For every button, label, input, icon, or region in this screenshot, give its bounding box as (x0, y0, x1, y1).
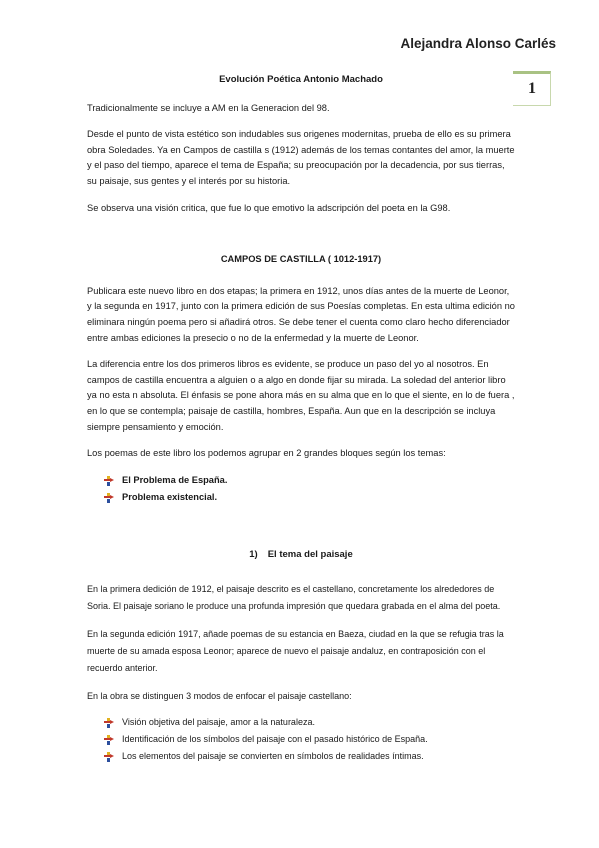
arrow-bullet-icon (104, 493, 114, 503)
list-item (104, 731, 515, 748)
list-item (104, 489, 515, 506)
author-name: Alejandra Alonso Carlés (400, 36, 556, 51)
paragraph-groups: Los poemas de este libro los podemos agrupar en 2 grandes bloques según los temas: (87, 448, 446, 459)
document-title: Evolución Poética Antonio Machado (219, 74, 383, 85)
mode-label: Identificación de los símbolos del paisaje con el pasado histórico de España. (122, 734, 428, 745)
subsection-number: 1) (249, 548, 258, 560)
list-item (104, 748, 515, 765)
theme-label: El Problema de España. (122, 474, 228, 485)
list-item (104, 472, 515, 489)
mode-label: Visión objetiva del paisaje, amor a la naturaleza. (122, 717, 315, 728)
page-number: 1 (528, 80, 536, 97)
list-item (104, 714, 515, 731)
paragraph-publication: Publicara este nuevo libro en dos etapas; la primera en 1912, unos días antes de la muerte de Leonor, y la segunda en 1917, junto con la primera edición de sus Poesías completas. En esta ultima edición no eliminara ningún poema pero si añadirá otros. Se debe tener el cuenta como claro hecho diferenciador entre ambas ediciones la presecio o no de la enfermedad y la muerte de Leonor. (87, 285, 515, 343)
paragraph-modes-intro: En la obra se distinguen 3 modos de enfocar el paisaje castellano: (87, 691, 352, 702)
arrow-bullet-icon (104, 752, 114, 762)
paragraph-intro: Tradicionalmente se incluye a AM en la Generacion del 98. (87, 102, 330, 113)
modes-list (87, 714, 515, 765)
paragraph-critical-vision: Se observa una visión critica, que fue lo que emotivo la adscripción del poeta en la G98. (87, 202, 451, 213)
subsection-title: El tema del paisaje (267, 548, 353, 560)
arrow-bullet-icon (104, 476, 114, 486)
paragraph-first-edition: En la primera dedición de 1912, el paisaje descrito es el castellano, concretamente los alrededores de Soria. El paisaje soriano le produce una profunda impresión que quedara grabada en el alma del poeta. (87, 584, 501, 612)
paragraph-second-edition: En la segunda edición 1917, añade poemas de su estancia en Baeza, ciudad en la que se refugia tras la muerte de su amada esposa Leonor; aparece de nuevo el paisaje andaluz, en contraposición con el recuerdo anterior. (87, 629, 504, 674)
paragraph-difference: La diferencia entre los dos primeros libros es evidente, se produce un paso del yo al nosotros. En campos de castilla encuentra a alguien o a algo en donde fijar su mirada. La soledad del anterior libro ya no esta n absoluta. El énfasis se pone ahora más en su alma que en lo que el siente, en lo de fuera , en lo que se contempla; paisaje de castilla, hombres, España. Aun que en la descripción se incluya siempre pensamiento y emoción. (87, 359, 515, 432)
mode-label: Los elementos del paisaje se convierten en símbolos de realidades íntimas. (122, 751, 424, 762)
theme-label: Problema existencial. (122, 491, 218, 502)
subsection-heading (87, 547, 515, 563)
paragraph-modernism: Desde el punto de vista estético son indudables sus origenes modernitas, prueba de ello es su primera obra Soledades. Ya en Campos de castilla s (1912) además de los temas contantes del amor, la muerte y el paso del tiempo, aparece el tema de España; su preocupación por la decadencia, por sus tierras, su paisaje, sus gentes y el interés por su historia. (87, 129, 515, 186)
themes-list (87, 472, 515, 506)
section-heading: CAMPOS DE CASTILLA ( 1012-1917) (220, 254, 382, 265)
arrow-bullet-icon (104, 735, 114, 745)
document-body (87, 72, 515, 765)
arrow-bullet-icon (104, 718, 114, 728)
